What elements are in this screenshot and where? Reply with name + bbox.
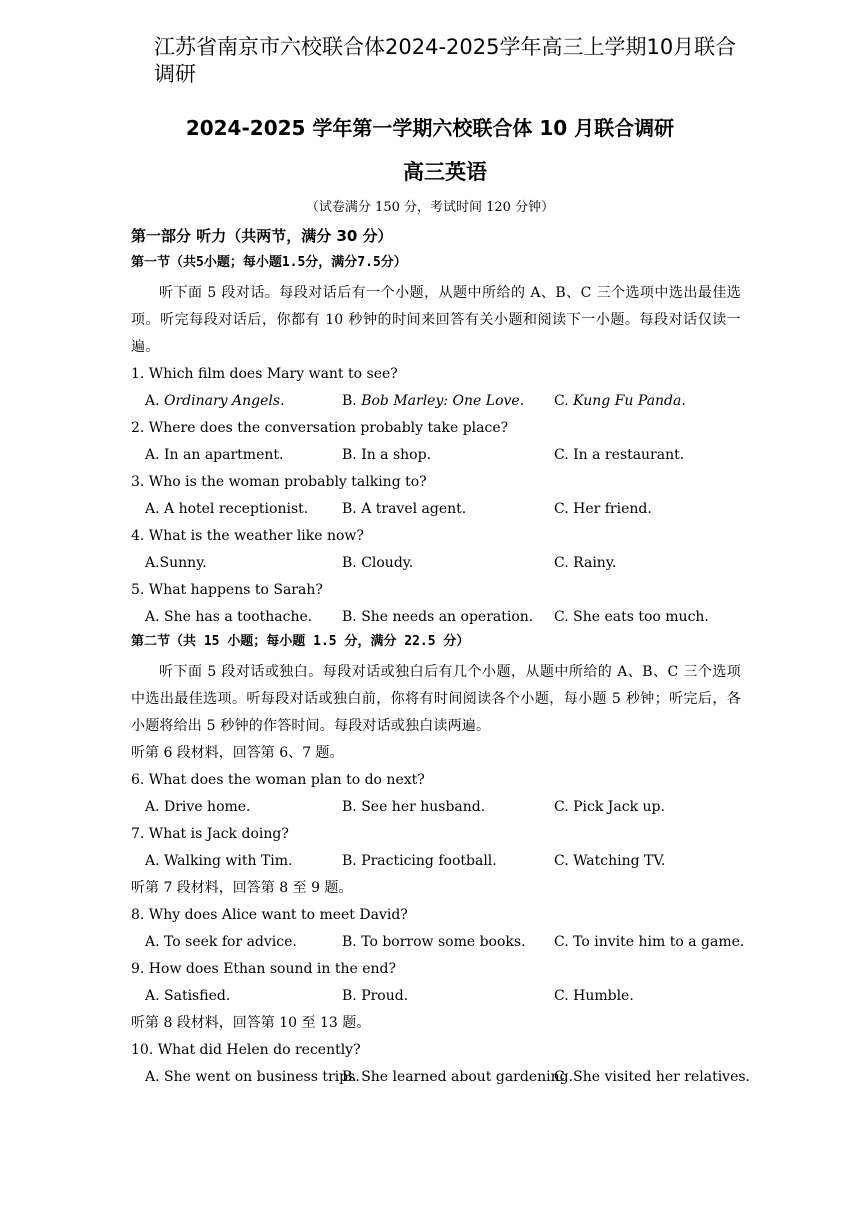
- option-b: [342, 388, 554, 415]
- option-c: C. Her friend.: [554, 501, 652, 517]
- question: 8. Why does Alice want to meet David?: [131, 907, 408, 923]
- exam-title: 2024-2025 学年第一学期六校联合体 10 月联合调研: [185, 116, 675, 140]
- option-c: C. In a restaurant.: [554, 447, 685, 463]
- question: 3. Who is the woman probably talking to?: [131, 474, 427, 490]
- option-c: C. Rainy.: [554, 555, 617, 571]
- option-b: B. She learned about gardening.: [342, 1069, 574, 1085]
- option-text: Kung Fu Panda.: [573, 393, 686, 409]
- option-a: A. Satisfied.: [145, 988, 231, 1004]
- option-a: A. A hotel receptionist.: [145, 501, 309, 517]
- exam-content: [131, 223, 751, 1091]
- material-note: 听第 7 段材料，回答第 8 至 9 题。: [131, 880, 353, 896]
- option-b: B. To borrow some books.: [342, 934, 526, 950]
- option-a: A. In an apartment.: [145, 447, 284, 463]
- question-options: [131, 604, 741, 631]
- document-header: 江苏省南京市六校联合体2024-2025学年高三上学期10月联合调研: [154, 35, 737, 86]
- material-note: 听第 8 段材料，回答第 10 至 13 题。: [131, 1015, 371, 1031]
- question: 10. What did Helen do recently?: [131, 1042, 361, 1058]
- question-options: [131, 983, 741, 1010]
- question-options: [131, 794, 741, 821]
- option-a: A. Drive home.: [145, 799, 251, 815]
- question: 9. How does Ethan sound in the end?: [131, 961, 397, 977]
- option-a: A. She went on business trips.: [145, 1069, 360, 1085]
- question-options: [131, 388, 741, 415]
- option-c: C. Humble.: [554, 988, 634, 1004]
- option-c: C. She visited her relatives.: [554, 1069, 751, 1085]
- option-a: [131, 388, 342, 415]
- option-c: C. She eats too much.: [554, 609, 709, 625]
- question: 2. Where does the conversation probably take place?: [131, 420, 509, 436]
- option-b: B. A travel agent.: [342, 501, 467, 517]
- section2-heading: 第二节（共 15 小题；每小题 1.5 分，满分 22.5 分）: [131, 634, 470, 649]
- question: 1. Which film does Mary want to see?: [131, 366, 398, 382]
- option-c: C. Pick Jack up.: [554, 799, 665, 815]
- part1-heading: 第一部分 听力（共两节，满分 30 分）: [131, 227, 393, 245]
- option-a: A. To seek for advice.: [145, 934, 297, 950]
- question-options: [131, 496, 741, 523]
- option-b: B. In a shop.: [342, 447, 432, 463]
- question-options: [131, 1064, 751, 1091]
- question: 5. What happens to Sarah?: [131, 582, 323, 598]
- option-letter: B.: [342, 393, 362, 409]
- option-b: B. Proud.: [342, 988, 409, 1004]
- question-options: [131, 929, 745, 956]
- option-text: Ordinary Angels.: [164, 393, 285, 409]
- option-c: [554, 388, 741, 415]
- exam-note: （试卷满分 150 分，考试时间 120 分钟）: [305, 200, 555, 215]
- option-a: A. She has a toothache.: [145, 609, 313, 625]
- option-letter: A.: [145, 393, 165, 409]
- option-b: B. See her husband.: [342, 799, 486, 815]
- question: 4. What is the weather like now?: [131, 528, 364, 544]
- question-options: [131, 442, 741, 469]
- section2-instructions: 听下面 5 段对话或独白。每段对话或独白后有几个小题，从题中所给的 A、B、C 三个选项中选出最佳选项。听每段对话或独白前，你将有时间阅读各个小题，每小题 5 秒钟；听完后，各小题将给出 5 秒钟的作答时间。每段对话或独白读两遍。: [131, 664, 741, 734]
- option-letter: C.: [554, 393, 574, 409]
- option-b: B. Practicing football.: [342, 853, 497, 869]
- option-a: A. Walking with Tim.: [145, 853, 293, 869]
- option-c: C. To invite him to a game.: [554, 934, 745, 950]
- question-options: [131, 550, 741, 577]
- option-b: B. She needs an operation.: [342, 609, 534, 625]
- question: 6. What does the woman plan to do next?: [131, 772, 425, 788]
- option-b: B. Cloudy.: [342, 555, 414, 571]
- section1-heading: 第一节（共5小题；每小题1.5分，满分7.5分）: [131, 255, 407, 270]
- question: 7. What is Jack doing?: [131, 826, 289, 842]
- option-a: A.Sunny.: [145, 555, 207, 571]
- option-c: C. Watching TV.: [554, 853, 666, 869]
- section1-instructions: 听下面 5 段对话。每段对话后有一个小题，从题中所给的 A、B、C 三个选项中选出最佳选项。听完每段对话后，你都有 10 秒钟的时间来回答有关小题和阅读下一小题。每段对话仅读一遍。: [131, 285, 741, 355]
- option-text: Bob Marley: One Love.: [361, 393, 525, 409]
- question-options: [131, 848, 741, 875]
- material-note: 听第 6 段材料，回答第 6、7 题。: [131, 745, 344, 761]
- exam-subject: 高三英语: [403, 160, 487, 184]
